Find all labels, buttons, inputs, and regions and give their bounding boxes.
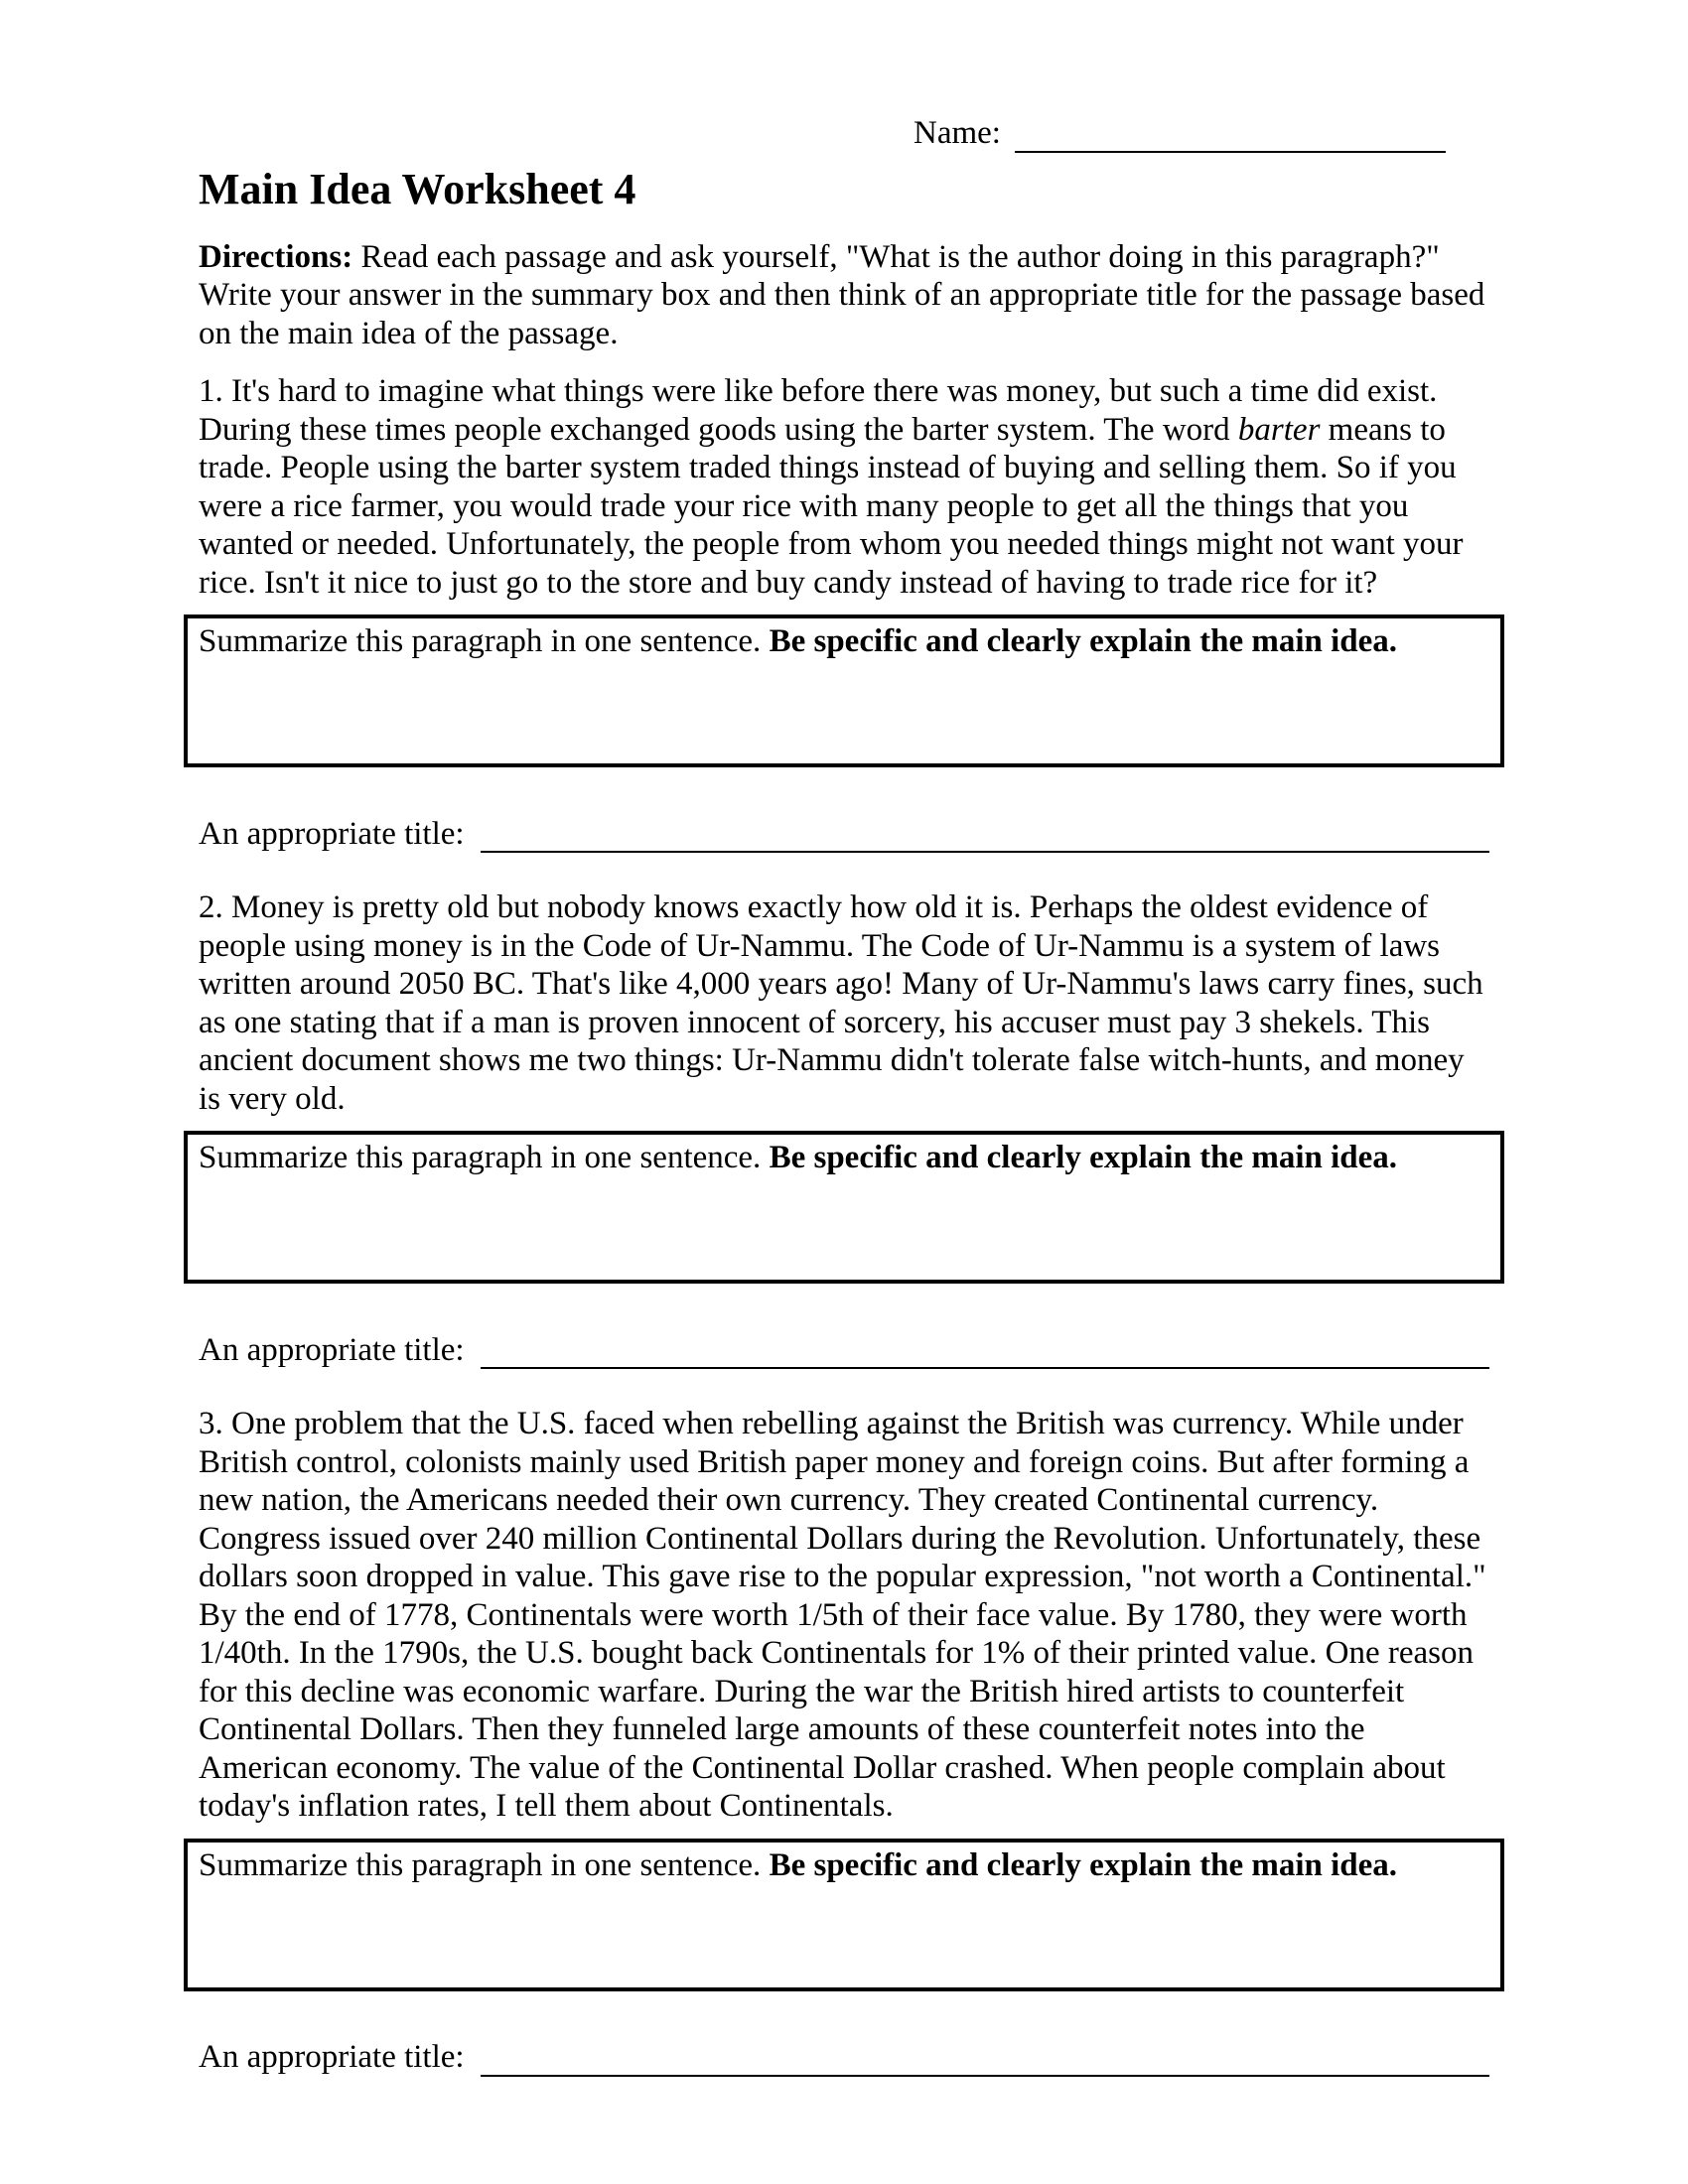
passage-2 [199, 888, 1489, 1118]
summary-answer-area-3[interactable] [199, 1884, 1488, 1987]
summary-box-3 [184, 1839, 1504, 1991]
title-label-3: An appropriate title: [199, 2039, 465, 2075]
directions-text: Read each passage and ask yourself, "What is the author doing in this paragraph?" Write your answer in the summary box and then think of an appropriate title for the passage based on the main idea of the passage. [199, 238, 1485, 351]
passage-1-italic-word: barter [1237, 411, 1321, 448]
title-blank-line-1[interactable] [481, 817, 1489, 853]
title-row-3 [199, 2037, 1489, 2077]
passage-1 [199, 372, 1489, 602]
summary-prompt-2-bold: Be specific and clearly explain the main idea. [769, 1140, 1398, 1175]
passage-1-text-end: means to trade. People using the barter system traded things instead of buying and selling them. So if you were a rice farmer, you would trade your rice with many people to get all the things that you wanted or needed. Unfortunately, the people from whom you needed things might not want your rice. Isn't it nice to just go to the store and buy candy instead of having to trade rice for it? [199, 411, 1464, 601]
page-title: Main Idea Worksheet 4 [199, 164, 636, 213]
summary-prompt-3-bold: Be specific and clearly explain the main idea. [769, 1846, 1398, 1883]
directions [199, 238, 1489, 353]
summary-prompt-2-normal: Summarize this paragraph in one sentence. [199, 1140, 770, 1175]
title-blank-line-2[interactable] [481, 1333, 1489, 1369]
summary-box-1 [184, 614, 1504, 767]
summary-prompt-1-bold: Be specific and clearly explain the main idea. [769, 623, 1398, 659]
title-blank-line-3[interactable] [481, 2041, 1489, 2077]
title-label-1: An appropriate title: [199, 815, 465, 852]
title-row-2 [199, 1329, 1489, 1369]
summary-prompt-3 [199, 1846, 1488, 1885]
summary-answer-area-1[interactable] [199, 661, 1488, 764]
passage-1-text-start: 1. It's hard to imagine what things were like before there was money, but such a time did exist. During these times people exchanged goods using the barter system. The word [199, 373, 1438, 448]
summary-box-2 [184, 1131, 1504, 1284]
title-label-2: An appropriate title: [199, 1331, 465, 1368]
summary-answer-area-2[interactable] [199, 1177, 1488, 1281]
passage-3-text: 3. One problem that the U.S. faced when rebelling against the British was currency. While under British control, colonists mainly used British paper money and foreign coins. But after forming a new nation, the Americans needed their own currency. They created Continental currency. Congress issued over 240 million Continental Dollars during the Revolution. Unfortunately, these dollars soon dropped in value. This gave rise to the popular expression, "not worth a Continental." By the end of 1778, Continentals were worth 1/5th of their face value. By 1780, they were worth 1/40th. In the 1790s, the U.S. bought back Continentals for 1% of their printed value. One reason for this decline was economic warfare. During the war the British hired artists to counterfeit Continental Dollars. Then they funneled large amounts of these counterfeit notes into the American economy. The value of the Continental Dollar crashed. When people complain about today's inflation rates, I tell them about Continentals. [199, 1406, 1486, 1824]
passage-3 [199, 1405, 1489, 1826]
directions-label: Directions: [199, 238, 353, 275]
summary-prompt-3-normal: Summarize this paragraph in one sentence. [199, 1846, 770, 1883]
name-blank-line[interactable] [1015, 115, 1446, 153]
worksheet-content [0, 114, 1688, 2077]
summary-prompt-1-normal: Summarize this paragraph in one sentence. [199, 623, 770, 659]
summary-prompt-1 [199, 622, 1488, 661]
title-row-1 [199, 813, 1489, 853]
passage-2-text: 2. Money is pretty old but nobody knows exactly how old it is. Perhaps the oldest evidence of people using money is in the Code of Ur-Nammu. The Code of Ur-Nammu is a system of laws written around 2050 BC. That's like 4,000 years ago! Many of Ur-Nammu's laws carry fines, such as one stating that if a man is proven innocent of sorcery, his accuser must pay 3 shekels. This ancient document shows me two things: Ur-Nammu didn't tolerate false witch-hunts, and money is very old. [199, 889, 1483, 1117]
summary-prompt-2 [199, 1139, 1488, 1177]
name-field-row [914, 114, 1446, 153]
name-label: Name: [914, 115, 1001, 151]
